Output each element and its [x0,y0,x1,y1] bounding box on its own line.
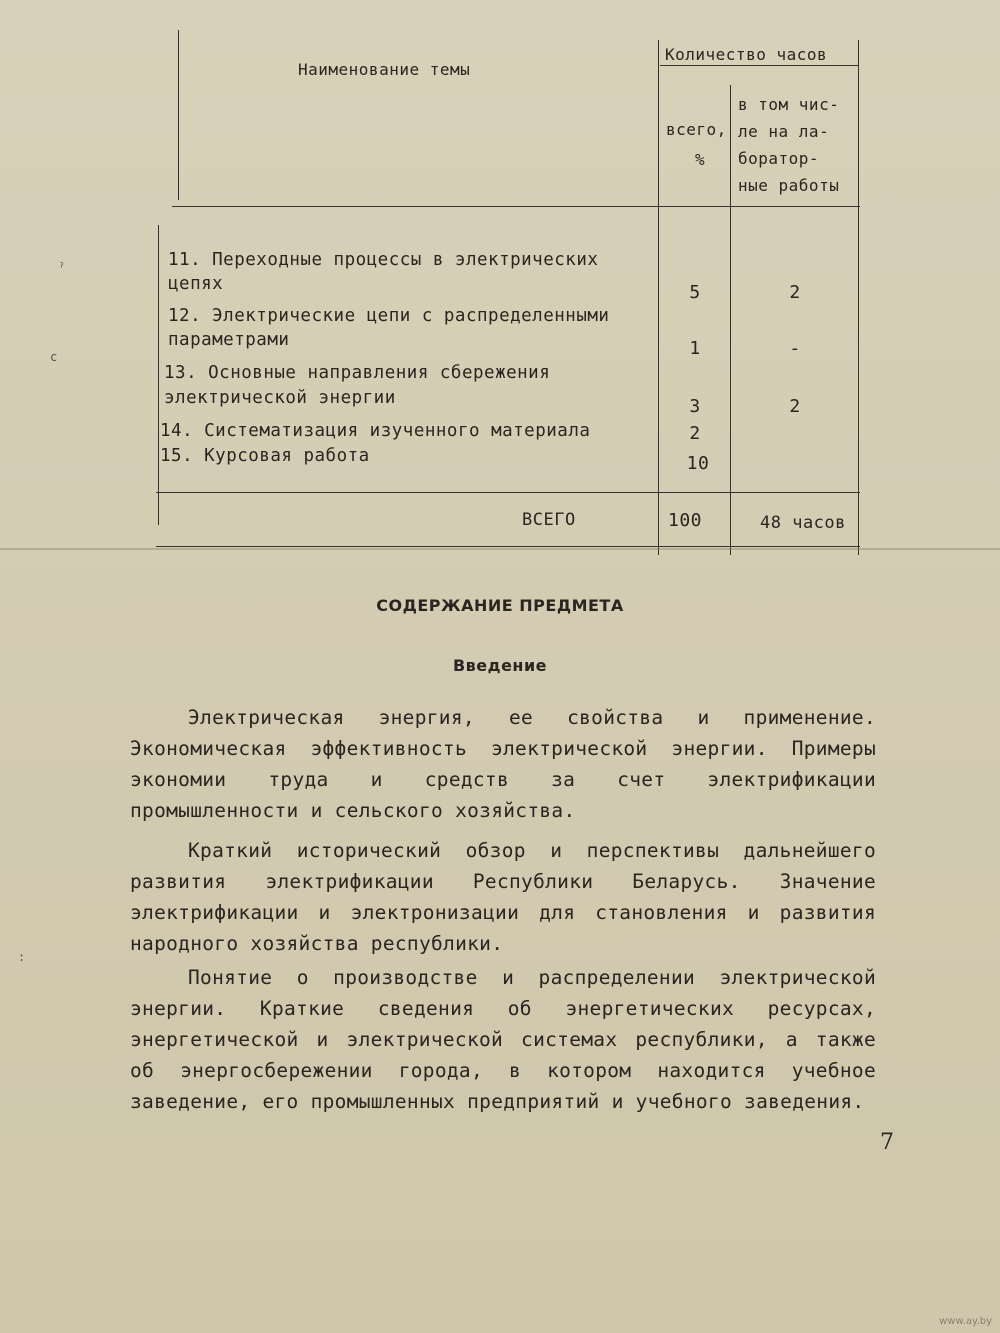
table-row-13-lab: 2 [789,396,801,417]
header-bottom-rule [172,206,860,207]
table-row-12-line-2: параметрами [168,330,290,350]
hours-header-rule [660,65,858,66]
section-title: СОДЕРЖАНИЕ ПРЕДМЕТА [376,596,624,615]
header-lab-line-2: ле на ла- [738,122,830,141]
watermark: www.ay.by [939,1316,992,1327]
margin-mark: : [18,950,26,964]
table-row-12-lab: - [789,338,801,359]
paragraph-2: Краткий исторический обзор и перспективы дальнейшего развития электрификации Республики Беларусь. Значение электрификации и электронизации для становления и развития народного хозяйства республики. [130,839,876,955]
header-hours: Количество часов [665,45,828,64]
table-right-border [858,40,859,555]
paragraph-1: Электрическая энергия, ее свойства и применение. Экономическая эффективность электрической энергии. Примеры экономии труда и средств за счет электрификации промышленности и сельского хозяйства. [130,706,876,822]
table-row-13-line-2: электрической энергии [164,388,396,408]
column-divider-1 [658,40,659,555]
footer-lab-value: 48 часов [760,513,846,533]
header-lab-line-1: в том чис- [738,95,840,114]
footer-total-label: ВСЕГО [522,510,576,530]
hours-table [150,10,865,548]
header-total-line-1: всего, [666,120,727,139]
page-number: 7 [880,1130,894,1155]
header-lab-line-4: ные работы [738,176,840,195]
column-divider-2 [730,85,731,555]
margin-mark: c [50,350,58,364]
table-row-11-total: 5 [689,282,701,303]
table-row-14-line-1: 14. Систематизация изученного материала [160,421,591,441]
footer-total-value: 100 [667,510,702,531]
table-left-border [158,225,159,525]
table-row-12-total: 1 [689,338,701,359]
rows-bottom-rule [156,492,860,493]
table-row-11-lab: 2 [789,282,801,303]
table-row-14-total: 2 [689,423,701,444]
table-row-13-total: 3 [689,396,701,417]
header-total-line-2: % [695,150,706,169]
table-row-12-line-1: 12. Электрические цепи с распределенными [168,306,610,326]
table-row-13-line-1: 13. Основные направления сбережения [164,363,551,383]
header-topic: Наименование темы [298,60,471,79]
table-row-11-line-2: цепях [168,274,224,294]
table-row-15-line-1: 15. Курсовая работа [160,446,370,466]
header-lab-line-3: боратор- [738,149,820,168]
table-row-11-line-1: 11. Переходные процессы в электрических [168,250,599,270]
paragraph-3: Понятие о производстве и распределении электрической энергии. Краткие сведения об энергетических ресурсах, энергетической и электрической системах республики, а также об энергосбережении города, в котором находится учебное заведение, его промышленных предприятий и учебного заведения. [130,966,876,1113]
margin-mark: ˀ [58,262,66,276]
page-fold-line [0,548,1000,550]
table-bottom-rule [156,546,860,547]
table-row-15-total: 10 [686,453,710,474]
table-left-border-top [178,30,179,200]
subsection-title: Введение [452,656,548,675]
